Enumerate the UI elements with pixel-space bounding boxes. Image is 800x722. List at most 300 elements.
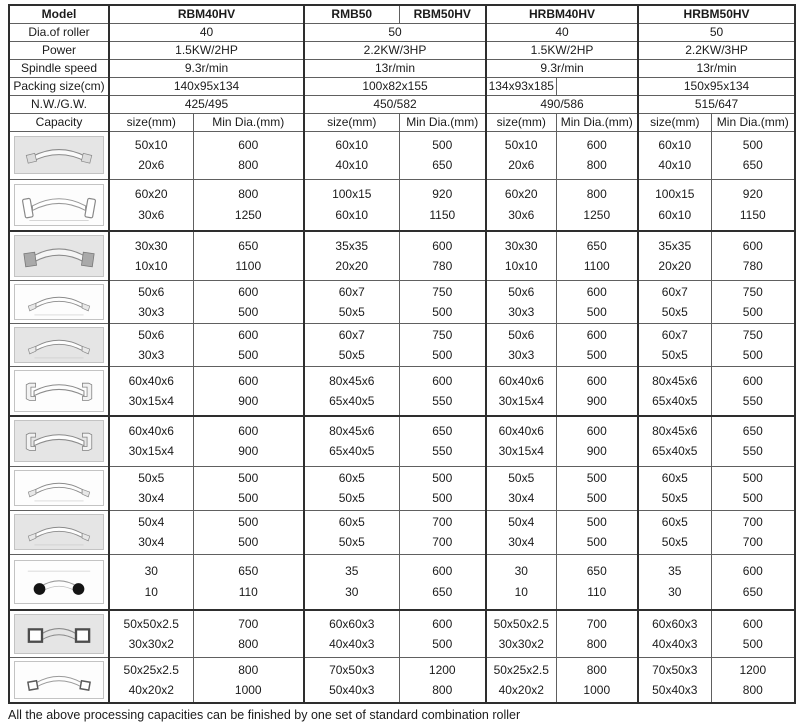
spec-row-nw-gw xyxy=(9,95,795,113)
value-line: 500 xyxy=(742,491,763,505)
size-cell xyxy=(486,466,556,510)
profile-cell xyxy=(9,324,109,367)
value-line: 60x10 xyxy=(335,137,369,152)
spec-value: 50 xyxy=(304,23,486,41)
value-line: 1200 xyxy=(739,662,767,677)
min-dia-cell xyxy=(193,416,304,466)
value-line: 60x7 xyxy=(661,284,688,299)
profile-cell xyxy=(9,466,109,510)
min-dia-cell xyxy=(399,231,486,281)
angle-bar-icon xyxy=(15,285,103,319)
value-line: 60x7 xyxy=(661,327,688,342)
size-cell xyxy=(304,416,399,466)
row-label: Packing size(cm) xyxy=(9,77,109,95)
channel-icon xyxy=(15,421,103,461)
value-line: 30 xyxy=(668,584,682,599)
size-header: size(mm) xyxy=(638,113,711,131)
min-dia-cell xyxy=(711,367,795,417)
size-cell xyxy=(638,179,711,231)
value-line: 750 xyxy=(742,284,763,299)
value-line: 30x30x2 xyxy=(128,637,174,651)
value-line: 550 xyxy=(432,394,453,408)
value-line: 600 xyxy=(238,137,259,152)
spec-value: 9.3r/min xyxy=(486,59,638,77)
value-line: 60x40x6 xyxy=(498,423,544,438)
value-line: 650 xyxy=(432,158,453,172)
row-label: Power xyxy=(9,41,109,59)
min-dia-cell xyxy=(399,416,486,466)
min-dia-cell xyxy=(193,466,304,510)
value-line: 50x5 xyxy=(661,348,688,362)
min-dia-cell xyxy=(193,510,304,554)
spec-value: 2.2KW/3HP xyxy=(638,41,795,59)
min-dia-cell xyxy=(711,510,795,554)
min-dia-cell xyxy=(193,658,304,704)
size-cell xyxy=(486,610,556,658)
value-line: 800 xyxy=(238,158,259,172)
min-dia-cell xyxy=(556,610,638,658)
value-line: 50x6 xyxy=(508,284,535,299)
size-cell xyxy=(109,658,193,704)
size-cell xyxy=(638,466,711,510)
value-line: 35 xyxy=(668,564,682,579)
value-line: 50x5 xyxy=(338,305,365,319)
value-line: 500 xyxy=(432,137,453,152)
capacity-row xyxy=(9,554,795,610)
value-line: 500 xyxy=(238,491,259,505)
value-line: 50x5 xyxy=(661,305,688,319)
value-line: 800 xyxy=(586,158,607,172)
spec-value: 140x95x134 xyxy=(109,77,304,95)
value-line: 40x40x3 xyxy=(329,637,375,651)
value-line: 500 xyxy=(742,305,763,319)
value-line: 50x5 xyxy=(338,491,365,505)
value-line: 500 xyxy=(586,514,607,529)
value-line: 60x10 xyxy=(658,207,692,222)
value-line: 20x6 xyxy=(138,158,165,172)
value-line: 800 xyxy=(238,187,259,202)
value-line: 50x5 xyxy=(338,535,365,549)
icon-box xyxy=(14,514,104,550)
value-line: 500 xyxy=(586,470,607,485)
row-label: N.W./G.W. xyxy=(9,95,109,113)
value-line: 1150 xyxy=(739,207,766,222)
value-line: 1100 xyxy=(583,259,610,273)
value-line: 600 xyxy=(586,327,607,342)
size-cell xyxy=(638,658,711,704)
value-line: 30x30 xyxy=(134,238,168,253)
size-cell xyxy=(304,231,399,281)
dia-header: Min Dia.(mm) xyxy=(399,113,486,131)
min-dia-cell xyxy=(193,367,304,417)
value-line: 500 xyxy=(238,470,259,485)
size-cell xyxy=(486,231,556,281)
value-line: 60x5 xyxy=(338,470,365,485)
size-cell xyxy=(109,231,193,281)
size-cell xyxy=(109,324,193,367)
value-line: 600 xyxy=(586,137,607,152)
icon-box xyxy=(14,327,104,363)
value-line: 800 xyxy=(586,187,607,202)
value-line: 30x3 xyxy=(138,305,165,319)
size-cell xyxy=(109,610,193,658)
value-line: 780 xyxy=(742,259,763,273)
profile-cell xyxy=(9,554,109,610)
min-dia-cell xyxy=(556,179,638,231)
spec-value: 425/495 xyxy=(109,95,304,113)
value-line: 40x20x2 xyxy=(128,683,174,697)
icon-box xyxy=(14,136,104,174)
size-cell xyxy=(486,324,556,367)
value-line: 50x4 xyxy=(508,514,535,529)
min-dia-cell xyxy=(711,131,795,179)
size-cell xyxy=(486,658,556,704)
value-line: 500 xyxy=(238,535,259,549)
round-tube-icon xyxy=(15,561,103,603)
value-line: 600 xyxy=(742,373,763,388)
value-line: 100x15 xyxy=(655,187,695,202)
min-dia-cell xyxy=(711,658,795,704)
spec-value: 13r/min xyxy=(638,59,795,77)
capacity-header-row xyxy=(9,113,795,131)
value-line: 50x5 xyxy=(661,535,688,549)
value-line: 500 xyxy=(586,491,607,505)
value-line: 30x15x4 xyxy=(128,444,174,459)
value-line: 700 xyxy=(586,616,607,631)
value-line: 500 xyxy=(238,514,259,529)
value-line: 60x5 xyxy=(338,514,365,529)
value-line: 650 xyxy=(432,423,453,438)
min-dia-cell xyxy=(556,367,638,417)
rect-tube-icon xyxy=(15,662,103,698)
value-line: 500 xyxy=(742,348,763,362)
value-line: 700 xyxy=(432,514,453,529)
value-line: 60x60x3 xyxy=(652,616,698,631)
value-line: 1000 xyxy=(234,683,262,697)
value-line: 50x6 xyxy=(138,327,165,342)
value-line: 500 xyxy=(432,305,453,319)
value-line: 900 xyxy=(586,444,607,459)
min-dia-cell xyxy=(556,466,638,510)
value-line: 1150 xyxy=(429,207,456,222)
value-line: 60x7 xyxy=(338,284,365,299)
value-line: 65x40x5 xyxy=(329,444,375,459)
min-dia-cell xyxy=(556,324,638,367)
square-bar-icon xyxy=(15,236,103,276)
value-line: 600 xyxy=(586,373,607,388)
spec-value: 1.5KW/2HP xyxy=(486,41,638,59)
spec-value: 40 xyxy=(109,23,304,41)
value-line: 70x50x3 xyxy=(329,662,375,677)
min-dia-cell xyxy=(399,179,486,231)
value-line: 600 xyxy=(432,564,453,579)
angle-bar-icon xyxy=(15,471,103,505)
icon-box xyxy=(14,235,104,277)
min-dia-cell xyxy=(399,131,486,179)
value-line: 900 xyxy=(238,394,259,408)
size-cell xyxy=(486,179,556,231)
model-header-row xyxy=(9,5,795,23)
icon-box xyxy=(14,470,104,506)
spec-value: 13r/min xyxy=(304,59,486,77)
min-dia-cell xyxy=(556,416,638,466)
min-dia-cell xyxy=(711,416,795,466)
min-dia-cell xyxy=(193,179,304,231)
value-line: 30x30 xyxy=(504,238,538,253)
value-line: 10x10 xyxy=(504,259,538,273)
min-dia-cell xyxy=(711,466,795,510)
min-dia-cell xyxy=(556,510,638,554)
value-line: 70x50x3 xyxy=(652,662,698,677)
value-line: 500 xyxy=(742,470,763,485)
size-cell xyxy=(486,554,556,610)
min-dia-cell xyxy=(399,554,486,610)
value-line: 1250 xyxy=(583,207,611,222)
size-header: size(mm) xyxy=(486,113,556,131)
capacity-row xyxy=(9,416,795,466)
flat-bar-edge-icon xyxy=(15,185,103,225)
value-line: 600 xyxy=(432,238,453,253)
value-line: 40x10 xyxy=(658,158,692,172)
dia-header: Min Dia.(mm) xyxy=(556,113,638,131)
spec-value: 134x93x185 xyxy=(486,77,556,95)
value-line: 35x35 xyxy=(658,238,692,253)
value-line: 550 xyxy=(742,394,763,408)
value-line: 700 xyxy=(432,535,453,549)
min-dia-cell xyxy=(556,554,638,610)
value-line: 50x50x2.5 xyxy=(123,616,179,631)
capacity-row xyxy=(9,131,795,179)
profile-cell xyxy=(9,658,109,704)
model-name: RMB50 xyxy=(304,5,399,23)
profile-cell xyxy=(9,416,109,466)
min-dia-cell xyxy=(193,554,304,610)
value-line: 10 xyxy=(514,584,528,599)
value-line: 50x5 xyxy=(138,470,165,485)
min-dia-cell xyxy=(399,466,486,510)
value-line: 50x4 xyxy=(138,514,165,529)
value-line: 40x10 xyxy=(335,158,369,172)
size-cell xyxy=(638,367,711,417)
size-cell xyxy=(109,281,193,324)
capacity-row xyxy=(9,231,795,281)
row-label: Spindle speed xyxy=(9,59,109,77)
value-line: 700 xyxy=(742,535,763,549)
size-cell xyxy=(486,510,556,554)
spec-row-dia-of-roller xyxy=(9,23,795,41)
min-dia-cell xyxy=(399,367,486,417)
icon-box xyxy=(14,184,104,226)
value-line: 65x40x5 xyxy=(652,394,698,408)
footer-note: All the above processing capacities can be finished by one set of standard combination roller xyxy=(8,708,521,722)
model-name: HRBM40HV xyxy=(486,5,638,23)
icon-box xyxy=(14,370,104,412)
value-line: 60x5 xyxy=(661,470,688,485)
profile-cell xyxy=(9,510,109,554)
value-line: 750 xyxy=(742,327,763,342)
value-line: 50x6 xyxy=(508,327,535,342)
min-dia-cell xyxy=(556,281,638,324)
value-line: 80x45x6 xyxy=(329,373,375,388)
value-line: 650 xyxy=(238,238,259,253)
dia-header: Min Dia.(mm) xyxy=(711,113,795,131)
profile-cell xyxy=(9,281,109,324)
size-cell xyxy=(638,610,711,658)
min-dia-cell xyxy=(556,658,638,704)
value-line: 780 xyxy=(432,259,453,273)
value-line: 650 xyxy=(586,238,607,253)
min-dia-cell xyxy=(399,610,486,658)
value-line: 650 xyxy=(742,158,763,172)
value-line: 10 xyxy=(144,584,158,599)
value-line: 65x40x5 xyxy=(329,394,375,408)
value-line: 700 xyxy=(238,616,259,631)
size-cell xyxy=(304,131,399,179)
min-dia-cell xyxy=(193,281,304,324)
icon-box xyxy=(14,420,104,462)
value-line: 30x3 xyxy=(508,348,535,362)
value-line: 50x10 xyxy=(504,137,538,152)
value-line: 30x6 xyxy=(508,207,535,222)
size-cell xyxy=(304,658,399,704)
profile-cell xyxy=(9,131,109,179)
size-cell xyxy=(109,510,193,554)
spec-value: 100x82x155 xyxy=(304,77,486,95)
min-dia-cell xyxy=(711,554,795,610)
size-cell xyxy=(638,281,711,324)
size-cell xyxy=(304,510,399,554)
value-line: 550 xyxy=(432,444,453,459)
min-dia-cell xyxy=(399,658,486,704)
icon-box xyxy=(14,661,104,699)
value-line: 30x15x4 xyxy=(128,394,174,408)
value-line: 500 xyxy=(586,535,607,549)
value-line: 50x5 xyxy=(661,491,688,505)
value-line: 40x20x2 xyxy=(498,683,544,697)
value-line: 10x10 xyxy=(134,259,168,273)
spec-value: 490/586 xyxy=(486,95,638,113)
size-cell xyxy=(109,416,193,466)
value-line: 30 xyxy=(144,564,158,579)
size-cell xyxy=(109,131,193,179)
value-line: 920 xyxy=(742,187,763,202)
capacity-row xyxy=(9,466,795,510)
square-tube-icon xyxy=(15,615,103,653)
value-line: 500 xyxy=(432,637,453,651)
spec-table xyxy=(8,4,796,704)
capacity-row xyxy=(9,610,795,658)
value-line: 50x5 xyxy=(338,348,365,362)
value-line: 30x30x2 xyxy=(498,637,544,651)
row-label: Dia.of roller xyxy=(9,23,109,41)
value-line: 50x25x2.5 xyxy=(123,662,179,677)
value-line: 60x5 xyxy=(661,514,688,529)
value-line: 20x6 xyxy=(508,158,535,172)
capacity-row xyxy=(9,179,795,231)
min-dia-cell xyxy=(193,610,304,658)
value-line: 650 xyxy=(742,423,763,438)
size-cell xyxy=(638,416,711,466)
size-cell xyxy=(486,367,556,417)
spec-value: 40 xyxy=(486,23,638,41)
value-line: 600 xyxy=(586,284,607,299)
value-line: 60x20 xyxy=(504,187,538,202)
value-line: 900 xyxy=(238,444,259,459)
value-line: 60x40x6 xyxy=(128,423,174,438)
value-line: 20x20 xyxy=(658,259,692,273)
value-line: 50x5 xyxy=(508,470,535,485)
spec-row-packing-size xyxy=(9,77,795,95)
capacity-row xyxy=(9,324,795,367)
icon-box xyxy=(14,560,104,604)
capacity-label: Capacity xyxy=(9,113,109,131)
min-dia-cell xyxy=(193,131,304,179)
value-line: 600 xyxy=(238,284,259,299)
value-line: 600 xyxy=(586,423,607,438)
value-line: 800 xyxy=(238,637,259,651)
value-line: 50x40x3 xyxy=(652,683,698,697)
min-dia-cell xyxy=(399,324,486,367)
spec-value: 9.3r/min xyxy=(109,59,304,77)
value-line: 500 xyxy=(432,491,453,505)
value-line: 60x10 xyxy=(335,207,369,222)
value-line: 600 xyxy=(238,373,259,388)
flat-bar-icon xyxy=(15,137,103,173)
value-line: 600 xyxy=(432,616,453,631)
model-name: RBM40HV xyxy=(109,5,304,23)
value-line: 30x15x4 xyxy=(498,394,544,408)
size-cell xyxy=(304,367,399,417)
size-cell xyxy=(486,416,556,466)
value-line: 60x40x6 xyxy=(498,373,544,388)
icon-box xyxy=(14,614,104,654)
model-name: HRBM50HV xyxy=(638,5,795,23)
value-line: 60x60x3 xyxy=(329,616,375,631)
capacity-row xyxy=(9,367,795,417)
min-dia-cell xyxy=(399,281,486,324)
value-line: 650 xyxy=(432,584,453,599)
value-line: 35 xyxy=(345,564,359,579)
capacity-row xyxy=(9,281,795,324)
profile-cell xyxy=(9,367,109,417)
value-line: 500 xyxy=(742,137,763,152)
value-line: 800 xyxy=(586,662,607,677)
value-line: 600 xyxy=(432,373,453,388)
value-line: 60x7 xyxy=(338,327,365,342)
size-cell xyxy=(638,231,711,281)
spec-row-power xyxy=(9,41,795,59)
size-header: size(mm) xyxy=(304,113,399,131)
spec-value: 450/582 xyxy=(304,95,486,113)
value-line: 60x20 xyxy=(134,187,168,202)
value-line: 500 xyxy=(432,348,453,362)
size-cell xyxy=(638,324,711,367)
value-line: 30x4 xyxy=(138,535,165,549)
spec-value-empty xyxy=(556,77,638,95)
value-line: 750 xyxy=(432,284,453,299)
value-line: 30 xyxy=(514,564,528,579)
value-line: 500 xyxy=(432,470,453,485)
value-line: 65x40x5 xyxy=(652,444,698,459)
value-line: 600 xyxy=(742,616,763,631)
value-line: 650 xyxy=(238,564,259,579)
size-cell xyxy=(304,610,399,658)
value-line: 600 xyxy=(238,327,259,342)
angle-bar-icon xyxy=(15,515,103,549)
value-line: 20x20 xyxy=(335,259,369,273)
size-cell xyxy=(304,281,399,324)
value-line: 30x4 xyxy=(508,491,535,505)
